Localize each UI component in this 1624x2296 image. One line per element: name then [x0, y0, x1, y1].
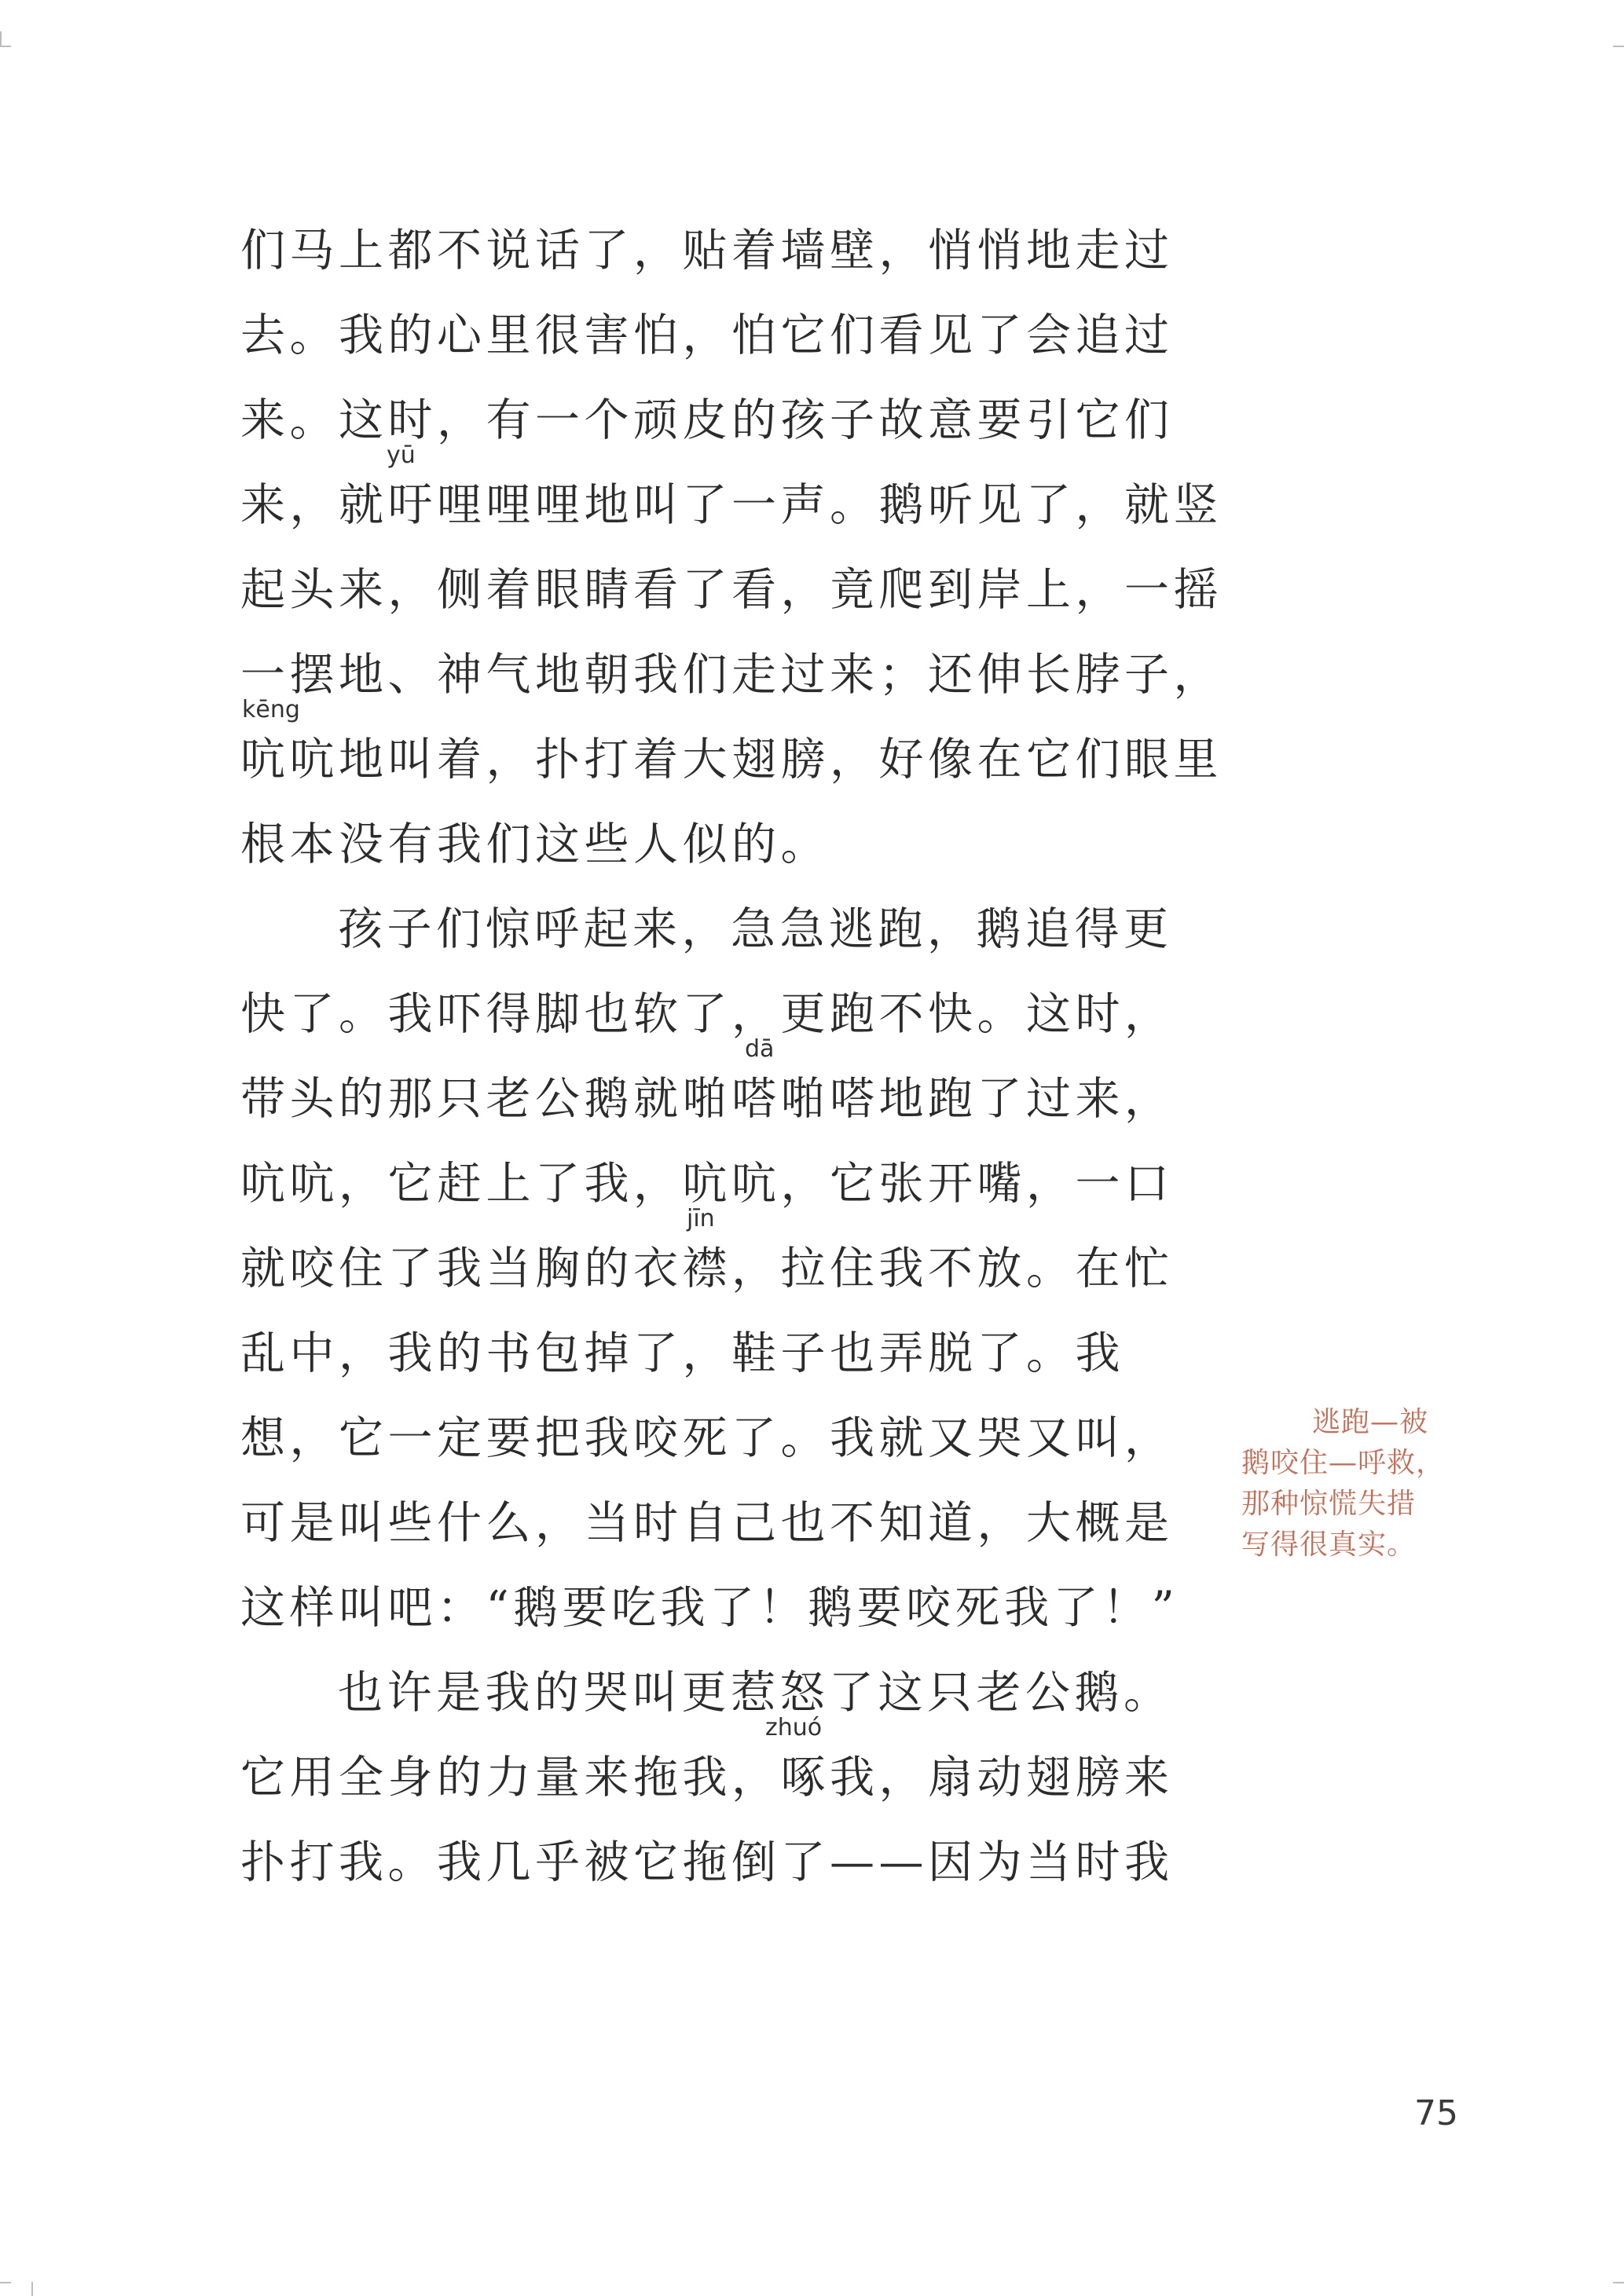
text-line-with-pinyin — [240, 1714, 1174, 1820]
body-text — [240, 208, 1223, 1905]
pinyin-annotation: dā — [745, 1035, 775, 1063]
text-line-with-pinyin — [240, 441, 1223, 547]
crop-mark-top-left-v — [0, 31, 2, 47]
text-line: 可是叫些什么，当时自己也不知道，大概是 — [240, 1497, 1174, 1549]
crop-mark-bottom-left-v — [31, 2282, 33, 2296]
crop-mark-bottom-right — [1613, 2282, 1624, 2283]
text-line: 来。这时，有一个顽皮的孩子故意要引它们 — [240, 394, 1174, 446]
annotation-line: 那种惊慌失措 — [1241, 1488, 1417, 1520]
crop-mark-top-right — [1613, 46, 1624, 47]
text-line-content: 吭吭地叫着，扑打着大翅膀，好像在它们眼里 — [240, 734, 1223, 785]
text-line-with-pinyin — [240, 1035, 1174, 1141]
text-line: 一摆地、神气地朝我们走过来；还伸长脖子， — [240, 649, 1223, 701]
text-line-content: 就咬住了我当胸的衣襟，拉住我不放。在忙 — [240, 1243, 1174, 1294]
pinyin-annotation: kēng — [242, 696, 300, 723]
text-line-content: 带头的那只老公鹅就啪嗒啪嗒地跑了过来， — [240, 1073, 1174, 1125]
text-line: 扑打我。我几乎被它拖倒了——因为当时我 — [240, 1836, 1174, 1888]
text-line: 这样叫吧：“鹅要吃我了！鹅要咬死我了！” — [240, 1582, 1179, 1634]
text-line: 想，它一定要把我咬死了。我就又哭又叫， — [240, 1412, 1174, 1464]
annotation-line: 鹅咬住—呼救， — [1241, 1447, 1446, 1479]
text-line-with-pinyin — [240, 1205, 1174, 1311]
text-line-paragraph-start: 孩子们惊呼起来，急急逃跑，鹅追得更 — [338, 903, 1173, 955]
text-line-content: 它用全身的力量来拖我，啄我，扇动翅膀来 — [240, 1752, 1174, 1803]
pinyin-annotation: zhuó — [765, 1714, 823, 1741]
margin-annotation — [1241, 1402, 1461, 1565]
annotation-line: 逃跑—被 — [1312, 1406, 1429, 1438]
text-line: 根本没有我们这些人似的。 — [240, 818, 830, 870]
pinyin-annotation: jīn — [687, 1205, 715, 1232]
text-line: 起头来，侧着眼睛看了看，竟爬到岸上，一摇 — [240, 564, 1223, 616]
text-line-with-pinyin — [240, 696, 1223, 802]
text-line: 去。我的心里很害怕，怕它们看见了会追过 — [240, 309, 1174, 361]
text-line: 吭吭，它赶上了我，吭吭，它张开嘴，一口 — [240, 1158, 1174, 1210]
text-line-content: 来，就吁哩哩哩地叫了一声。鹅听见了，就竖 — [240, 479, 1223, 531]
pinyin-annotation: yū — [387, 441, 416, 469]
page-number: 75 — [1414, 2093, 1458, 2133]
text-line-paragraph-start: 也许是我的哭叫更惹怒了这只老公鹅。 — [338, 1667, 1173, 1719]
text-line: 乱中，我的书包掉了，鞋子也弄脱了。我 — [240, 1327, 1124, 1379]
crop-mark-top-left — [0, 46, 11, 47]
text-line: 们马上都不说话了，贴着墙壁，悄悄地走过 — [240, 225, 1174, 276]
annotation-line: 写得很真实。 — [1241, 1529, 1417, 1561]
text-line: 快了。我吓得脚也软了，更跑不快。这时， — [240, 988, 1174, 1040]
crop-mark-bottom-left — [0, 2282, 11, 2283]
